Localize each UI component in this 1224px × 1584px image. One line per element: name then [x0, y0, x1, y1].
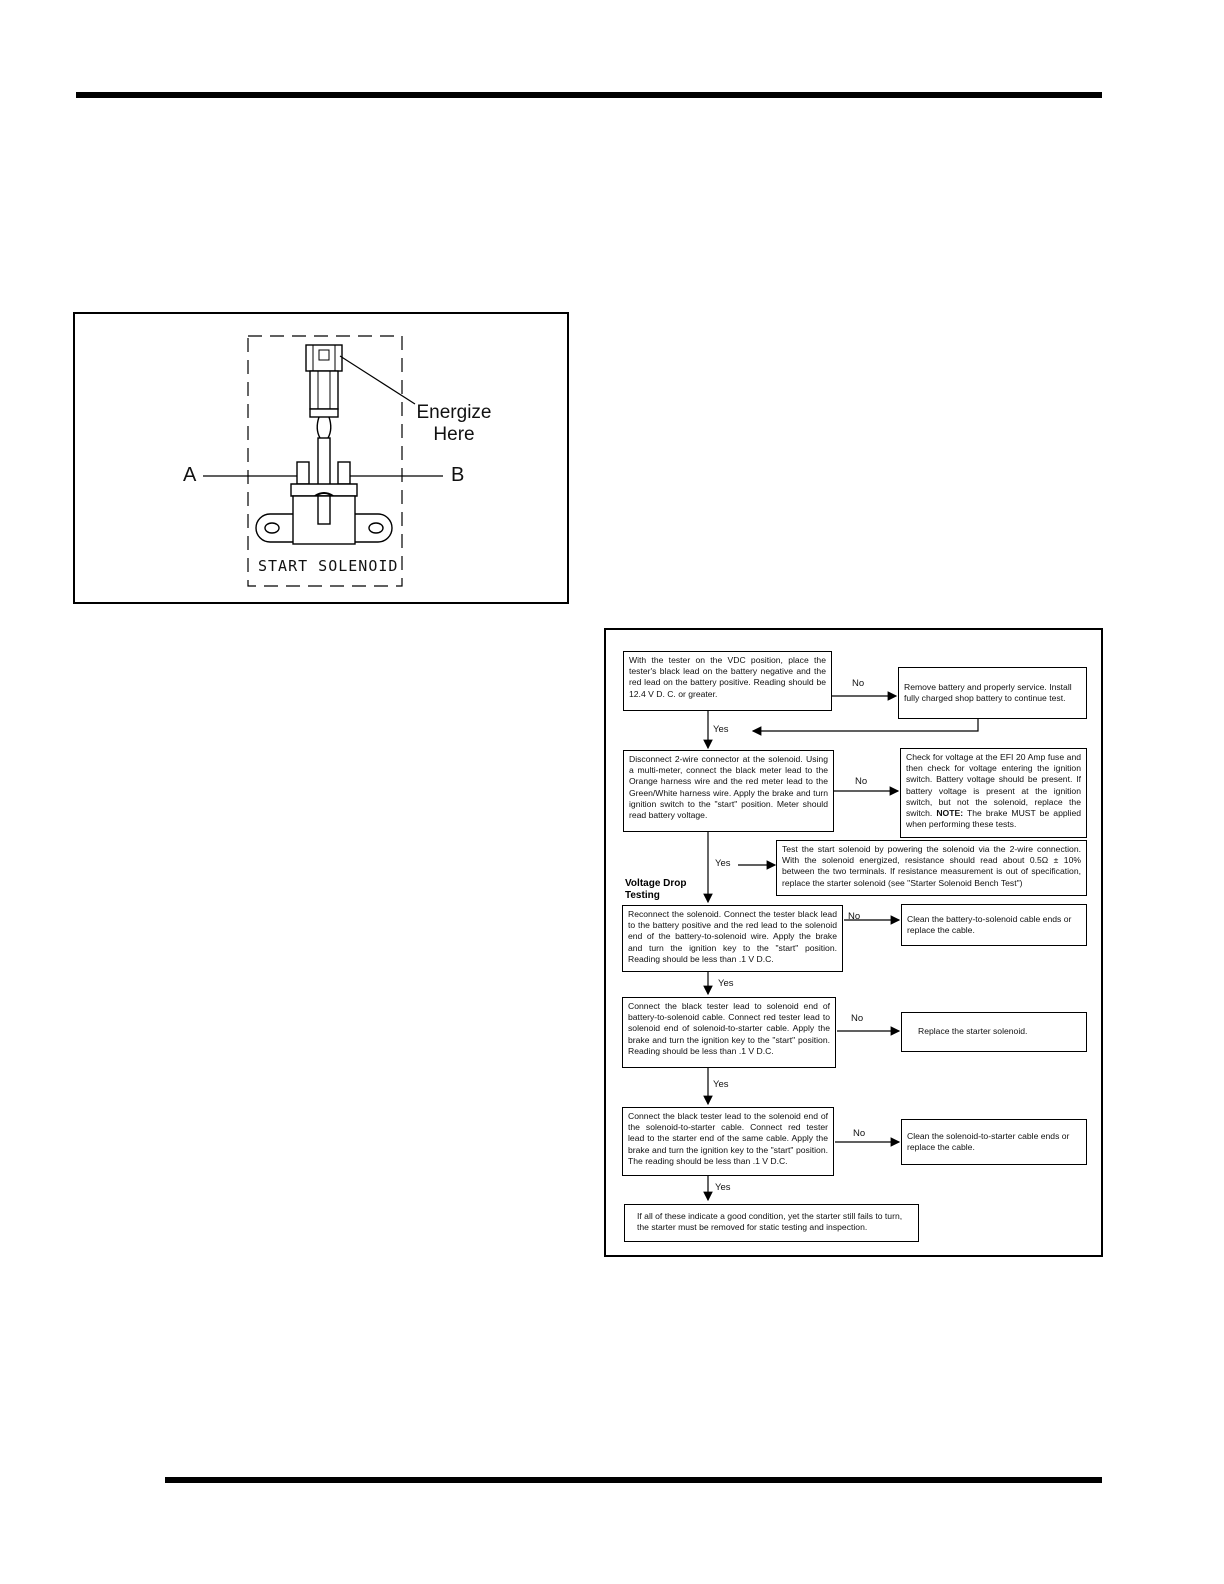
terminal-a-label: A [183, 464, 197, 486]
yes-label-3: Yes [718, 978, 734, 989]
final-box: If all of these indicate a good condition, yet the starter still fails to turn, the starter must be removed for static testing and inspection. [624, 1204, 919, 1242]
yes-label-5: Yes [715, 1182, 731, 1193]
step2-box: Disconnect 2-wire connector at the solenoid. Using a multi-meter, connect the black meter lead to the Orange harness wire and the red meter lead to the Green/White harness wire. Apply the brake and turn ignition switch to the "start" position. Meter should read battery voltage. [623, 750, 834, 832]
energize-label-line2: Here [433, 424, 475, 445]
yes-label-4: Yes [713, 1079, 729, 1090]
no-label-3: No [848, 911, 861, 922]
yes-label-1: Yes [713, 724, 729, 735]
step3-no-box: Clean the battery-to-solenoid cable ends or replace the cable. [901, 904, 1087, 946]
step2-no-box [900, 748, 1087, 838]
step5-no-box: Clean the solenoid-to-starter cable ends or replace the cable. [901, 1119, 1087, 1165]
terminal-b-label: B [451, 464, 465, 486]
top-rule [76, 92, 1102, 98]
step1-no-box: Remove battery and properly service. Install fully charged shop battery to continue test. [898, 667, 1087, 719]
start-solenoid-figure [73, 312, 569, 604]
step2-no-note-text: The brake MUST be applied when performing these tests. [906, 808, 1082, 830]
no-label-4: No [851, 1013, 864, 1024]
step1-box: With the tester on the VDC position, place the tester's black lead on the battery negative and the red lead on the battery positive. Reading should be 12.4 V D. C. or greater. [623, 651, 832, 711]
yes-label-2: Yes [715, 858, 731, 869]
voltage-drop-line1: Voltage Drop [625, 878, 687, 889]
note-label: NOTE: [936, 808, 964, 819]
step4-box: Connect the black tester lead to solenoid end of battery-to-solenoid cable. Connect red tester lead to solenoid end of solenoid-to-starter cable. Apply the brake and turn the ignition key to the "start" position. Reading should be less than .1 V D.C. [622, 997, 836, 1068]
energize-here-label [409, 402, 499, 446]
step2-no-text: Check for voltage at the EFI 20 Amp fuse and then check for voltage entering the ignition switch. Battery voltage should be present. If battery voltage is present at the ignition switch, but not the solenoid, replace the switch. [906, 752, 1081, 819]
step3-box: Reconnect the solenoid. Connect the tester black lead to the battery positive and the red lead to the solenoid end of the battery-to-solenoid wire. Apply the brake and turn the ignition key to the "start" position. Reading should be less than .1 V D.C. [622, 905, 843, 972]
no-label-5: No [853, 1128, 866, 1139]
no-label-2: No [855, 776, 868, 787]
energize-label-line1: Energize [416, 402, 492, 423]
step2-yes-box: Test the start solenoid by powering the solenoid via the 2-wire connection. With the solenoid energized, resistance should read about 0.5Ω ± 10% between the two terminals. If resistance measurement is out of specification, replace the starter solenoid (see "Starter Solenoid Bench Test") [776, 840, 1087, 896]
starter-troubleshooting-flowchart [604, 628, 1103, 1257]
voltage-drop-testing-heading [625, 878, 686, 902]
step4-no-box: Replace the starter solenoid. [901, 1012, 1087, 1052]
bottom-rule [165, 1477, 1102, 1483]
voltage-drop-line2: Testing [625, 890, 660, 901]
step5-box: Connect the black tester lead to the solenoid end of the solenoid-to-starter cable. Connect red tester lead to the starter end of the same cable. Apply the brake and turn the ignition key to the "start" position. The reading should be less than .1 V D.C. [622, 1107, 834, 1176]
start-solenoid-caption: START SOLENOID [258, 557, 399, 575]
no-label-1: No [852, 678, 865, 689]
